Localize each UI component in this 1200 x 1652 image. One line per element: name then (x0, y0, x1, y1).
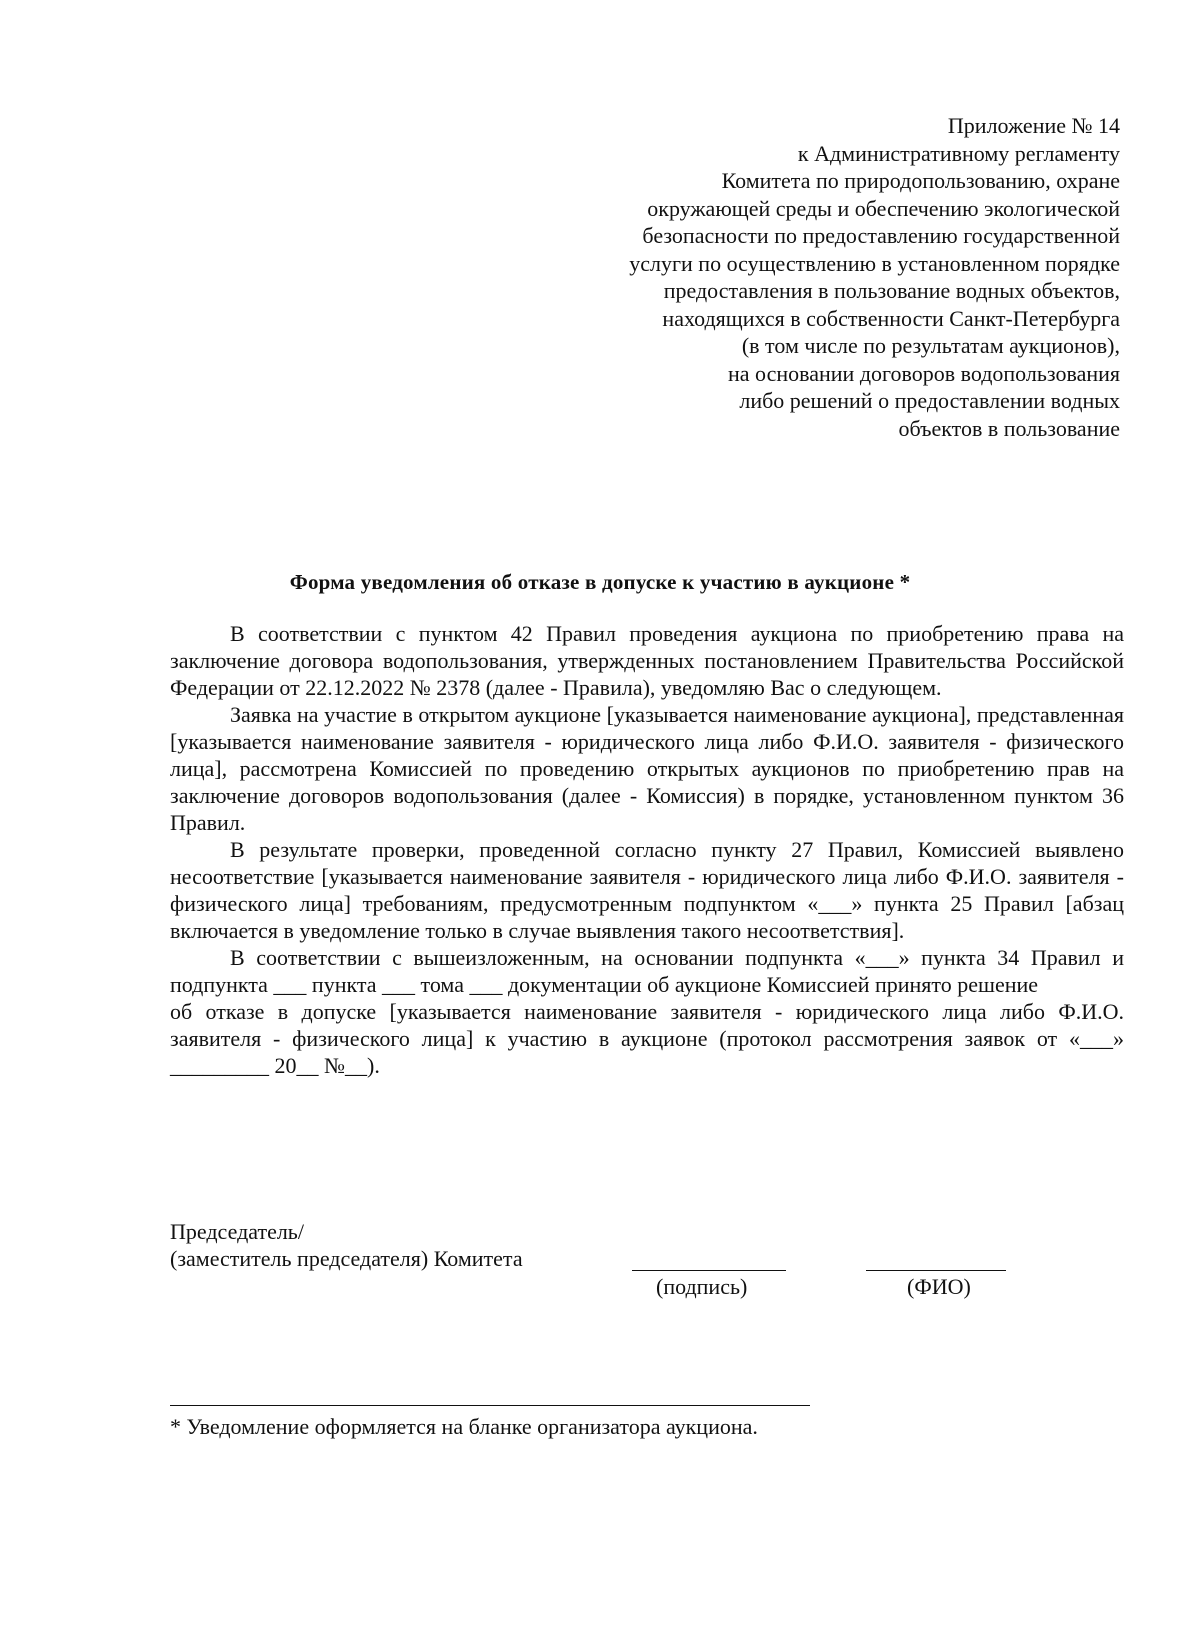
appendix-line: Комитета по природопользованию, охране (721, 168, 1120, 193)
signatory-title (170, 1218, 523, 1272)
document-body (170, 620, 1124, 1079)
footnote: * Уведомление оформляется на бланке организатора аукциона. (170, 1414, 758, 1439)
appendix-line: объектов в пользование (898, 415, 1120, 441)
appendix-line: к Административному регламенту (797, 140, 1120, 166)
document-title: Форма уведомления об отказе в допуске к участию в аукционе * (289, 570, 911, 594)
paragraph: В соответствии с пунктом 42 Правил проведения аукциона по приобретению права на заключение договора водопользования, утвержденных постановлением Правительства Российской Федерации от 22.12.2022 № 2378 (далее - Правила), уведомляю Вас о следующем. (170, 621, 1124, 700)
appendix-line: (в том числе по результатам аукционов), (741, 333, 1120, 358)
paragraph: В результате проверки, проведенной согласно пункту 27 Правил, Комиссией выявлено несоответствие [указывается наименование заявителя - юридического лица либо Ф.И.О. заявителя - физического лица] требованиям, предусмотренным подпунктом «___» пункта 25 Правил [абзац включается в уведомление только в случае выявления такого несоответствия]. (170, 837, 1124, 943)
footnote-separator (170, 1405, 810, 1406)
appendix-line: на основании договоров водопользования (728, 360, 1120, 386)
appendix-line: услуги по осуществлению в установленном порядке (629, 250, 1120, 276)
appendix-line: окружающей среды и обеспечению экологической (647, 195, 1120, 221)
signature-line (632, 1270, 786, 1271)
signatory-line-2: (заместитель председателя) Комитета (170, 1246, 523, 1271)
appendix-line: либо решений о предоставлении водных (739, 388, 1120, 413)
signature-caption: (подпись) (656, 1274, 748, 1299)
signatory-line-1: Председатель/ (170, 1219, 304, 1244)
appendix-line: предоставления в пользование водных объектов, (663, 278, 1120, 303)
appendix-line: безопасности по предоставлению государственной (642, 223, 1120, 248)
paragraph: В соответствии с вышеизложенным, на основании подпункта «___» пункта 34 Правил и подпункта ___ пункта ___ тома ___ документации об аукционе Комиссией принято решение (170, 945, 1124, 997)
appendix-line: находящихся в собственности Санкт-Петербурга (662, 305, 1120, 331)
name-caption: (ФИО) (907, 1274, 971, 1299)
signature-block (170, 1218, 1124, 1298)
paragraph: об отказе в допуске [указывается наименование заявителя - юридического лица либо Ф.И.О. заявителя - физического лица] к участию в аукционе (протокол рассмотрения заявок от «___» _________ 20__ №__). (170, 999, 1124, 1078)
appendix-header (560, 112, 1120, 442)
name-line (866, 1270, 1006, 1271)
appendix-line: Приложение № 14 (947, 113, 1120, 138)
paragraph: Заявка на участие в открытом аукционе [указывается наименование аукциона], представленная [указывается наименование заявителя - юридического лица либо Ф.И.О. заявителя - физического лица], рассмотрена Комиссией по проведению открытых аукционов по приобретению прав на заключение договоров водопользования (далее - Комиссия) в порядке, установленном пунктом 36 Правил. (170, 702, 1124, 835)
